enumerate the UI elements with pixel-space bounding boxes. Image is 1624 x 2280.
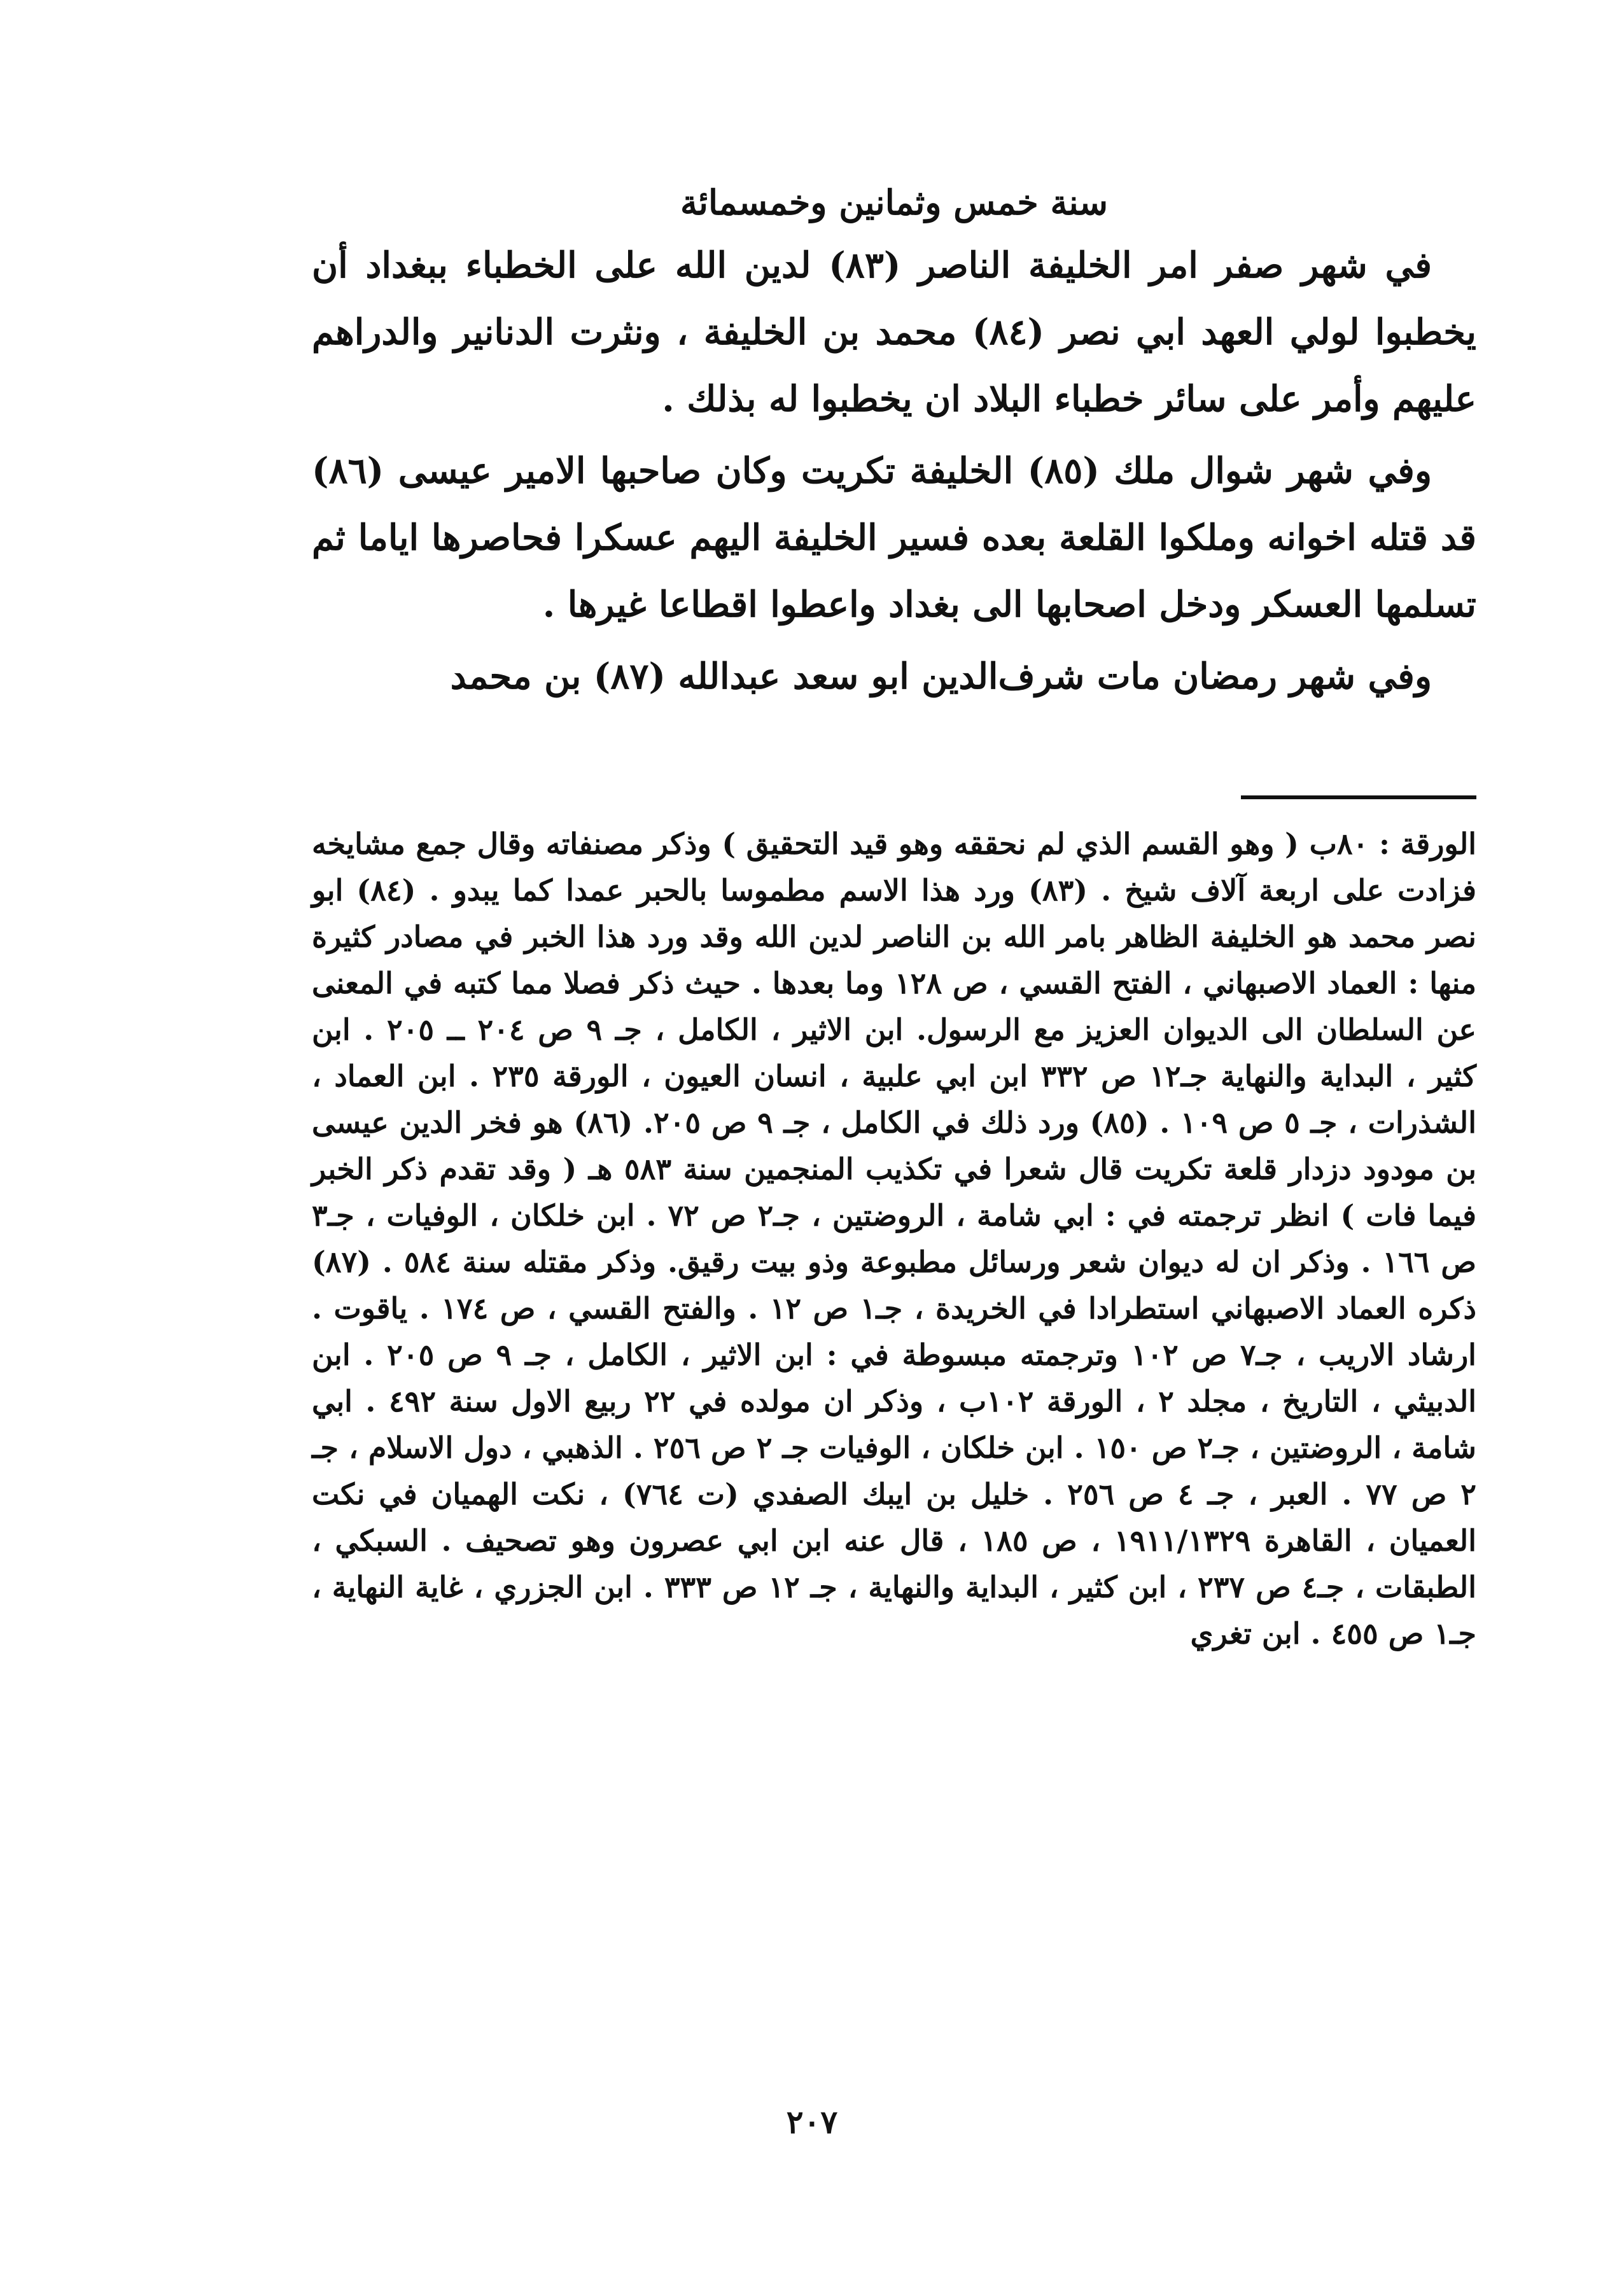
paragraph: وفي شهر رمضان مات شرف‌الدين ابو سعد عبدالله (٨٧) بن محمد [450, 655, 1432, 697]
paragraph: في شهر صفر امر الخليفة الناصر (٨٣) لدين الله على الخطباء ببغداد أن يخطبوا لولي العهد ابي نصر (٨٤) محمد بن الخليفة ، ونثرت الدنانير والدراهم عليهم وأمر على سائر خطباء البلاد ان يخطبوا له بذلك . [312, 244, 1476, 420]
footnotes: الورقة : ٨٠ب ( وهو القسم الذي لم نحققه وهو قيد التحقيق ) وذكر مصنفاته وقال جمع مشايخه فزادت على اربعة آلاف شيخ . (٨٣) ورد هذا الاسم مطموسا بالحبر عمدا كما يبدو . (٨٤) ابو نصر محمد هو الخليفة الظاهر بامر الله بن الناصر لدين الله وقد ورد هذا الخبر في مصادر كثيرة منها : العماد الاصبهاني ، الفتح القسي ، ص ١٢٨ وما بعدها . حيث ذكر فصلا مما كتبه في المعنى عن السلطان الى الديوان العزيز مع الرسول. ابن الاثير ، الكامل ، جـ ٩ ص ٢٠٤ ــ ٢٠٥ . ابن كثير ، البداية والنهاية جـ١٢ ص ٣٣٢ ابن ابي علبية ، انسان العيون ، الورقة ٢٣٥ . ابن العماد ، الشذرات ، جـ ٥ ص ١٠٩ . (٨٥) ورد ذلك في الكامل ، جـ ٩ ص ٢٠٥. (٨٦) هو فخر الدين عيسى بن مودود دزدار قلعة تكريت قال شعرا في تكذيب المنجمين سنة ٥٨٣ هـ ( وقد تقدم ذكر الخبر فيما فات ) انظر ترجمته في : ابي شامة ، الروضتين ، جـ٢ ص ٧٢ . ابن خلكان ، الوفيات ، جـ٣ ص ١٦٦ . وذكر ان له ديوان شعر ورسائل مطبوعة وذو بيت رقيق. وذكر مقتله سنة ٥٨٤ . (٨٧) ذكره العماد الاصبهاني استطرادا في الخريدة ، جـ١ ص ١٢ . والفتح القسي ، ص ١٧٤ . ياقوت . ارشاد الاريب ، جـ٧ ص ١٠٢ وترجمته مبسوطة في : ابن الاثير ، الكامل ، جـ ٩ ص ٢٠٥ . ابن الدبيثي ، التاريخ ، مجلد ٢ ، الورقة ١٠٢ب ، وذكر ان مولده في ٢٢ ربيع الاول سنة ٤٩٢ . ابي شامة ، الروضتين ، جـ٢ ص ١٥٠ . ابن خلكان ، الوفيات جـ ٢ ص ٢٥٦ . الذهبي ، دول الاسلام ، جـ ٢ ص ٧٧ . العبر ، جـ ٤ ص ٢٥٦ . خليل بن ايبك الصفدي (ت ٧٦٤) ، نكت الهميان في نكت العميان ، القاهرة ١٩١١/١٣٢٩ ، ص ١٨٥ ، قال عنه ابن ابي عصرون وهو تصحيف . السبكي ، الطبقات ، جـ٤ ص ٢٣٧ ، ابن كثير ، البداية والنهاية ، جـ ١٢ ص ٣٣٣ . ابن الجزري ، غاية النهاية ، جـ١ ص ٤٥٥ . ابن تغري [312, 827, 1477, 1651]
main-text [312, 232, 1476, 710]
page-heading: سنة خمس وثمانين وخمسمائة [680, 182, 1109, 223]
footnote-separator [1241, 795, 1476, 799]
page-number: ٢٠٧ [786, 2103, 838, 2141]
paragraph: وفي شهر شوال ملك (٨٥) الخليفة تكريت وكان صاحبها الامير عيسى (٨٦) قد قتله اخوانه وملكوا القلعة بعده فسير الخليفة اليهم عسكرا فحاصرها اياما ثم تسلمها العسكر ودخل اصحابها الى بغداد واعطوا اقطاعا غيرها . [312, 450, 1476, 626]
